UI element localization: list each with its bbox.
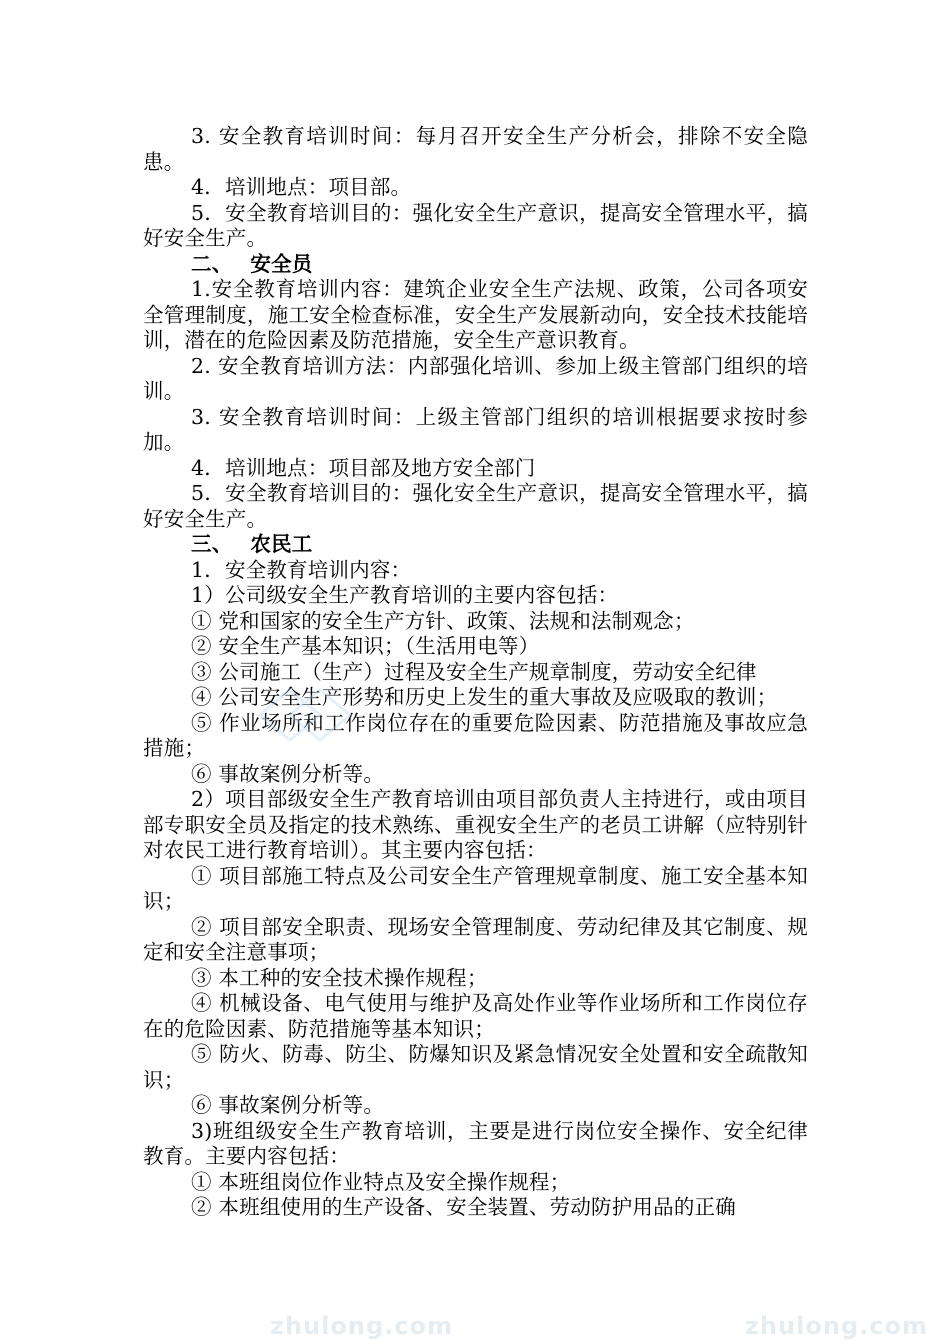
section-number: 三、	[191, 532, 233, 556]
paragraph: 1．安全教育培训内容：	[191, 557, 412, 582]
paragraph: 1）公司级安全生产教育培训的主要内容包括：	[191, 583, 619, 607]
paragraph: 3)班组级安全生产教育培训，主要是进行岗位安全操作、安全纪律教育。主要内容包括：	[143, 1118, 808, 1168]
list-item: ⑥ 事故案例分析等。	[191, 761, 385, 786]
paragraph: 4．培训地点：项目部。	[191, 175, 412, 199]
paragraph: 1.安全教育培训内容：建筑企业安全生产法规、政策，公司各项安全管理制度，施工安全检查标准，安全生产发展新动向，安全技术技能培训，潜在的危险因素及防范措施，安全生产意识教育。	[143, 277, 808, 352]
list-item: ① 党和国家的安全生产方针、政策、法规和法制观念；	[191, 608, 695, 633]
list-item: ⑤ 防火、防毒、防尘、防爆知识及紧急情况安全处置和安全疏散知识；	[143, 1042, 808, 1092]
paragraph: 4．培训地点：项目部及地方安全部门	[191, 455, 536, 480]
section-number: 二、	[191, 251, 233, 276]
footer-watermark: zhulong.com	[745, 1312, 928, 1340]
paragraph: 3. 安全教育培训时间：每月召开安全生产分析会，排除不安全隐患。	[143, 124, 808, 174]
list-item: ② 项目部安全职责、现场安全管理制度、劳动纪律及其它制度、规定和安全注意事项；	[143, 914, 808, 964]
list-item: ④ 公司安全生产形势和历史上发生的重大事故及应吸取的教训；	[191, 685, 778, 709]
list-item: ⑤ 作业场所和工作岗位存在的重要危险因素、防范措施及事故应急措施；	[143, 710, 808, 760]
paragraph: 5．安全教育培训目的：强化安全生产意识，提高安全管理水平，搞好安全生产。	[143, 481, 808, 531]
footer-watermark: zhulong.com	[270, 1312, 453, 1340]
document-body	[143, 124, 808, 1221]
section-title: 农民工	[250, 532, 313, 556]
list-item: ② 安全生产基本知识；（生活用电等）	[191, 634, 540, 658]
list-item: ① 本班组岗位作业特点及安全操作规程；	[191, 1169, 571, 1194]
list-item: ④ 机械设备、电气使用与维护及高处作业等作业场所和工作岗位存在的危险因素、防范措施等基本知识；	[143, 991, 808, 1041]
paragraph: 5．安全教育培训目的：强化安全生产意识，提高安全管理水平，搞好安全生产。	[143, 200, 808, 250]
paragraph: 2）项目部级安全生产教育培训由项目部负责人主持进行，或由项目部专职安全员及指定的技术熟练、重视安全生产的老员工讲解（应特别针对农民工进行教育培训）。其主要内容包括：	[143, 787, 808, 862]
watermark-logo-icon	[250, 675, 370, 755]
section-title: 安全员	[250, 251, 313, 276]
list-item: ③ 公司施工（生产）过程及安全生产规章制度，劳动安全纪律	[191, 659, 757, 684]
list-item: ③ 本工种的安全技术操作规程；	[191, 965, 488, 990]
section-heading-migrant-workers	[143, 532, 808, 558]
list-item: ② 本班组使用的生产设备、安全装置、劳动防护用品的正确	[191, 1195, 736, 1219]
paragraph: 2. 安全教育培训方法：内部强化培训、参加上级主管部门组织的培训。	[143, 353, 808, 403]
paragraph: 3. 安全教育培训时间：上级主管部门组织的培训根据要求按时参加。	[143, 404, 808, 454]
list-item: ① 项目部施工特点及公司安全生产管理规章制度、施工安全基本知识；	[143, 863, 808, 913]
list-item: ⑥ 事故案例分析等。	[191, 1093, 385, 1117]
section-heading-safety-officer	[143, 252, 808, 278]
